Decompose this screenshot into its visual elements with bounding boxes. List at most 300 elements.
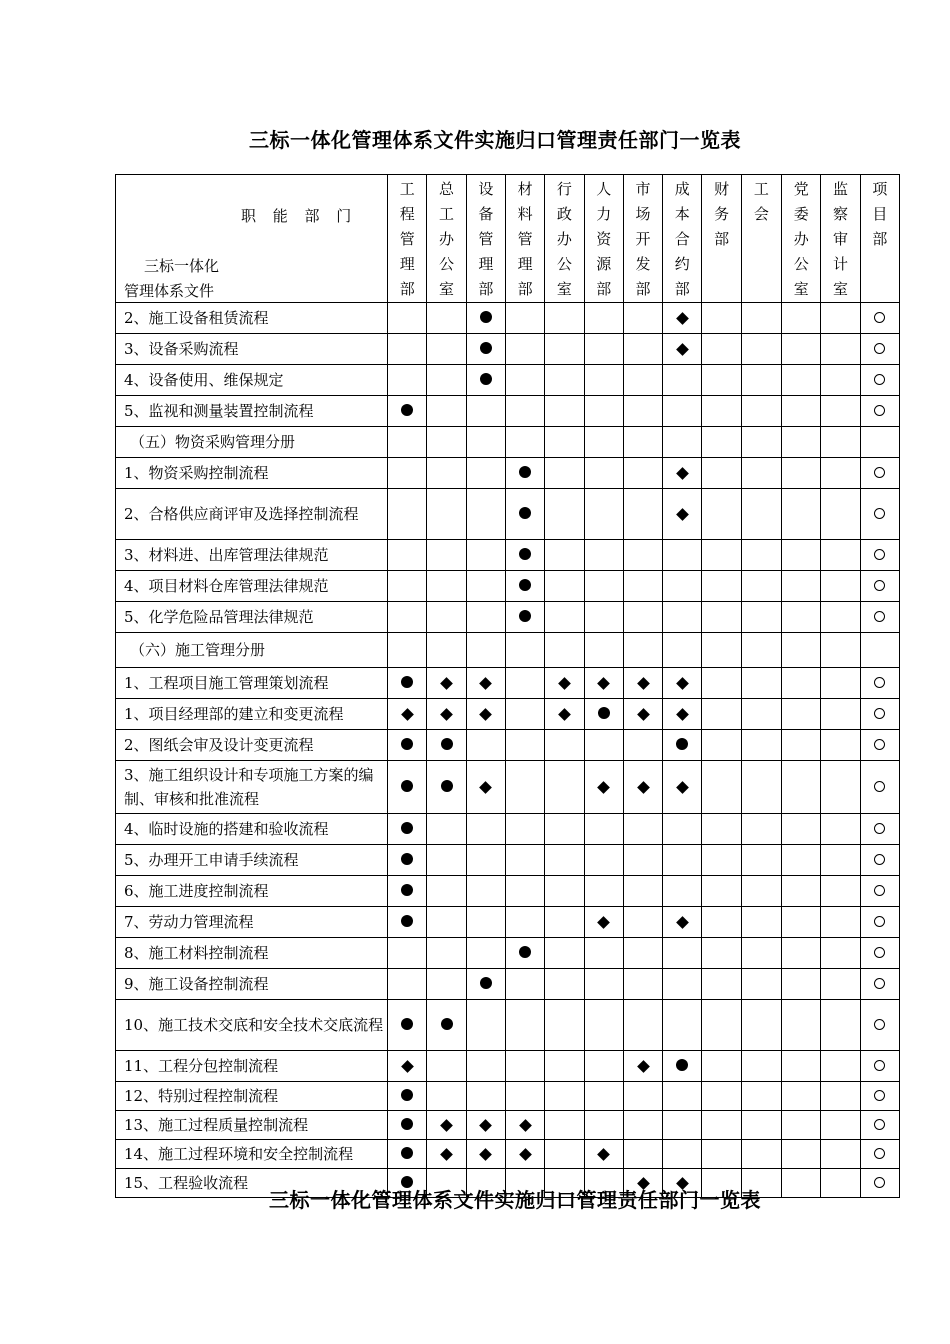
table-row	[116, 1051, 900, 1082]
matrix-cell	[860, 633, 899, 668]
table-row	[116, 571, 900, 602]
matrix-cell	[388, 602, 427, 633]
matrix-cell	[466, 1082, 505, 1111]
matrix-cell	[505, 969, 544, 1000]
matrix-cell	[505, 1000, 544, 1051]
document-title: 三标一体化管理体系文件实施归口管理责任部门一览表	[249, 128, 741, 152]
matrix-cell	[505, 458, 544, 489]
matrix-cell	[388, 633, 427, 668]
matrix-cell	[623, 1000, 662, 1051]
matrix-cell	[427, 761, 466, 814]
execution-mark	[874, 823, 885, 834]
matrix-cell	[427, 668, 466, 699]
matrix-cell	[584, 730, 623, 761]
department-header-char: 部	[399, 280, 415, 298]
matrix-cell	[821, 1000, 860, 1051]
matrix-cell	[782, 540, 821, 571]
matrix-cell	[584, 602, 623, 633]
corner-docs-label-line2: 管理体系文件	[124, 281, 215, 300]
execution-mark	[874, 1148, 885, 1159]
matrix-cell	[663, 814, 702, 845]
primary-responsibility-mark	[401, 915, 413, 927]
matrix-cell	[545, 1000, 584, 1051]
matrix-cell	[702, 907, 741, 938]
matrix-cell	[545, 489, 584, 540]
matrix-cell	[545, 303, 584, 334]
matrix-cell	[741, 1140, 781, 1169]
matrix-cell	[663, 969, 702, 1000]
matrix-cell	[388, 1051, 427, 1082]
execution-mark	[874, 467, 885, 478]
matrix-cell	[545, 1082, 584, 1111]
matrix-cell	[702, 668, 741, 699]
department-header-8	[702, 175, 741, 303]
matrix-cell	[702, 571, 741, 602]
matrix-cell	[388, 303, 427, 334]
document-name: 8、施工材料控制流程	[116, 938, 388, 969]
matrix-cell	[584, 1000, 623, 1051]
matrix-cell	[821, 1051, 860, 1082]
related-responsibility-mark	[479, 1148, 492, 1161]
matrix-cell	[860, 761, 899, 814]
matrix-cell	[623, 427, 662, 458]
matrix-cell	[388, 668, 427, 699]
matrix-cell	[545, 1111, 584, 1140]
execution-mark	[874, 374, 885, 385]
department-header-char: 工	[753, 180, 769, 198]
department-header-char: 公	[556, 255, 572, 273]
matrix-cell	[545, 1140, 584, 1169]
matrix-cell	[388, 489, 427, 540]
department-header-char: 部	[714, 230, 730, 248]
document-name: 9、施工设备控制流程	[116, 969, 388, 1000]
department-header-char: 部	[596, 280, 612, 298]
matrix-cell	[782, 303, 821, 334]
matrix-cell	[505, 814, 544, 845]
department-header-char: 室	[439, 280, 455, 298]
matrix-cell	[623, 602, 662, 633]
matrix-cell	[821, 699, 860, 730]
matrix-cell	[782, 814, 821, 845]
matrix-cell	[584, 334, 623, 365]
matrix-cell	[584, 303, 623, 334]
matrix-cell	[545, 761, 584, 814]
document-name: 7、劳动力管理流程	[116, 907, 388, 938]
matrix-cell	[466, 489, 505, 540]
matrix-cell	[388, 427, 427, 458]
execution-mark	[874, 1060, 885, 1071]
matrix-cell	[466, 761, 505, 814]
department-header-char: 资	[596, 230, 612, 248]
matrix-cell	[702, 427, 741, 458]
primary-responsibility-mark	[401, 853, 413, 865]
document-name: 12、特别过程控制流程	[116, 1082, 388, 1111]
matrix-cell	[860, 668, 899, 699]
department-header-char: 理	[399, 255, 415, 273]
matrix-cell	[466, 1051, 505, 1082]
matrix-cell	[860, 1000, 899, 1051]
table-row	[116, 969, 900, 1000]
matrix-cell	[741, 334, 781, 365]
matrix-cell	[584, 845, 623, 876]
matrix-cell	[584, 668, 623, 699]
matrix-cell	[821, 303, 860, 334]
matrix-cell	[505, 845, 544, 876]
matrix-cell	[466, 396, 505, 427]
department-header-char: 部	[872, 230, 888, 248]
table-row	[116, 699, 900, 730]
matrix-cell	[741, 938, 781, 969]
matrix-cell	[623, 365, 662, 396]
header-row	[116, 175, 900, 303]
matrix-cell	[427, 814, 466, 845]
department-header-char: 政	[556, 205, 572, 223]
document-name: 3、设备采购流程	[116, 334, 388, 365]
department-header-char: 程	[399, 205, 415, 223]
matrix-cell	[782, 458, 821, 489]
primary-responsibility-mark	[401, 676, 413, 688]
matrix-cell	[623, 668, 662, 699]
matrix-cell	[860, 489, 899, 540]
matrix-cell	[427, 571, 466, 602]
matrix-cell	[860, 571, 899, 602]
document-name: 5、办理开工申请手续流程	[116, 845, 388, 876]
matrix-cell	[860, 334, 899, 365]
related-responsibility-mark	[479, 708, 492, 721]
matrix-cell	[782, 699, 821, 730]
matrix-cell	[545, 458, 584, 489]
matrix-cell	[782, 571, 821, 602]
matrix-cell	[505, 571, 544, 602]
matrix-cell	[584, 761, 623, 814]
department-header-char: 约	[674, 255, 690, 273]
matrix-cell	[782, 633, 821, 668]
matrix-cell	[702, 396, 741, 427]
table-row	[116, 668, 900, 699]
matrix-cell	[623, 876, 662, 907]
related-responsibility-mark	[637, 708, 650, 721]
document-name: 3、材料进、出库管理法律规范	[116, 540, 388, 571]
document-name: 3、施工组织设计和专项施工方案的编制、审核和批准流程	[116, 761, 388, 814]
department-header-char: 合	[674, 230, 690, 248]
table-row	[116, 730, 900, 761]
matrix-cell	[545, 699, 584, 730]
department-header-3	[505, 175, 544, 303]
matrix-cell	[702, 814, 741, 845]
matrix-cell	[741, 907, 781, 938]
department-header-char: 计	[832, 255, 848, 273]
matrix-cell	[663, 540, 702, 571]
matrix-cell	[860, 814, 899, 845]
matrix-cell	[860, 845, 899, 876]
matrix-cell	[623, 1082, 662, 1111]
department-header-4	[545, 175, 584, 303]
matrix-cell	[584, 1051, 623, 1082]
matrix-cell	[427, 633, 466, 668]
matrix-cell	[821, 458, 860, 489]
matrix-cell	[782, 1111, 821, 1140]
matrix-cell	[505, 907, 544, 938]
department-header-12	[860, 175, 899, 303]
department-header-char: 设	[478, 180, 494, 198]
matrix-cell	[466, 1140, 505, 1169]
document-name: 5、监视和测量装置控制流程	[116, 396, 388, 427]
table-row	[116, 761, 900, 814]
matrix-cell	[663, 1000, 702, 1051]
table-row	[116, 1111, 900, 1140]
matrix-cell	[860, 602, 899, 633]
matrix-cell	[427, 699, 466, 730]
department-header-char: 市	[635, 180, 651, 198]
related-responsibility-mark	[440, 1119, 453, 1132]
matrix-cell	[782, 907, 821, 938]
matrix-cell	[545, 365, 584, 396]
matrix-cell	[584, 489, 623, 540]
department-header-char: 工	[439, 205, 455, 223]
related-responsibility-mark	[637, 781, 650, 794]
matrix-cell	[782, 876, 821, 907]
primary-responsibility-mark	[401, 738, 413, 750]
department-header-char: 人	[596, 180, 612, 198]
matrix-cell	[427, 303, 466, 334]
matrix-cell	[427, 427, 466, 458]
matrix-cell	[623, 907, 662, 938]
corner-docs-label-line1: 三标一体化	[144, 256, 220, 275]
department-header-char: 目	[872, 205, 888, 223]
table-row	[116, 845, 900, 876]
execution-mark	[874, 1019, 885, 1030]
matrix-cell	[466, 907, 505, 938]
table-row	[116, 334, 900, 365]
document-name: 5、化学危险品管理法律规范	[116, 602, 388, 633]
matrix-cell	[821, 396, 860, 427]
matrix-cell	[466, 633, 505, 668]
section-row	[116, 633, 900, 668]
matrix-cell	[545, 602, 584, 633]
execution-mark	[874, 916, 885, 927]
corner-header	[116, 175, 388, 303]
table-row	[116, 876, 900, 907]
document-name: 6、施工进度控制流程	[116, 876, 388, 907]
related-responsibility-mark	[676, 916, 689, 929]
department-header-char: 会	[753, 205, 769, 223]
matrix-cell	[388, 458, 427, 489]
matrix-cell	[545, 1051, 584, 1082]
matrix-cell	[623, 814, 662, 845]
matrix-cell	[584, 1111, 623, 1140]
related-responsibility-mark	[440, 708, 453, 721]
matrix-cell	[741, 1000, 781, 1051]
document-name: 15、工程验收流程	[116, 1169, 388, 1198]
department-header-char: 管	[478, 230, 494, 248]
matrix-cell	[782, 761, 821, 814]
related-responsibility-mark	[676, 781, 689, 794]
matrix-cell	[584, 814, 623, 845]
matrix-cell	[427, 1051, 466, 1082]
matrix-cell	[466, 365, 505, 396]
matrix-cell	[860, 540, 899, 571]
matrix-cell	[821, 907, 860, 938]
matrix-cell	[782, 334, 821, 365]
matrix-cell	[821, 633, 860, 668]
matrix-cell	[545, 907, 584, 938]
matrix-cell	[860, 1111, 899, 1140]
matrix-cell	[741, 365, 781, 396]
matrix-cell	[663, 938, 702, 969]
matrix-cell	[663, 1111, 702, 1140]
department-header-char: 办	[439, 230, 455, 248]
matrix-cell	[860, 396, 899, 427]
related-responsibility-mark	[519, 1148, 532, 1161]
matrix-cell	[466, 334, 505, 365]
matrix-cell	[821, 845, 860, 876]
matrix-cell	[466, 876, 505, 907]
matrix-cell	[584, 427, 623, 458]
related-responsibility-mark	[597, 1148, 610, 1161]
primary-responsibility-mark	[401, 1118, 413, 1130]
primary-responsibility-mark	[401, 404, 413, 416]
matrix-cell	[782, 938, 821, 969]
responsibility-matrix	[115, 174, 900, 1198]
matrix-cell	[860, 699, 899, 730]
matrix-cell	[821, 1082, 860, 1111]
matrix-cell	[505, 730, 544, 761]
matrix-cell	[623, 540, 662, 571]
primary-responsibility-mark	[676, 738, 688, 750]
related-responsibility-mark	[401, 708, 414, 721]
execution-mark	[874, 781, 885, 792]
primary-responsibility-mark	[519, 548, 531, 560]
matrix-cell	[663, 334, 702, 365]
primary-responsibility-mark	[676, 1059, 688, 1071]
related-responsibility-mark	[558, 708, 571, 721]
matrix-cell	[545, 540, 584, 571]
matrix-cell	[702, 1140, 741, 1169]
matrix-cell	[702, 303, 741, 334]
matrix-cell	[505, 489, 544, 540]
department-header-char: 工	[399, 180, 415, 198]
table-row	[116, 938, 900, 969]
matrix-cell	[623, 303, 662, 334]
matrix-cell	[702, 1000, 741, 1051]
matrix-cell	[623, 938, 662, 969]
document-name: 1、项目经理部的建立和变更流程	[116, 699, 388, 730]
related-responsibility-mark	[637, 677, 650, 690]
primary-responsibility-mark	[401, 884, 413, 896]
matrix-cell	[821, 540, 860, 571]
execution-mark	[874, 611, 885, 622]
matrix-cell	[702, 730, 741, 761]
matrix-cell	[623, 1140, 662, 1169]
matrix-cell	[505, 427, 544, 458]
document-name: 14、施工过程环境和安全控制流程	[116, 1140, 388, 1169]
table-row	[116, 907, 900, 938]
primary-responsibility-mark	[480, 977, 492, 989]
footer-title: 三标一体化管理体系文件实施归口管理责任部门一览表	[269, 1188, 761, 1212]
department-header-char: 管	[399, 230, 415, 248]
matrix-cell	[741, 303, 781, 334]
matrix-cell	[663, 602, 702, 633]
matrix-cell	[584, 1082, 623, 1111]
document-name: 11、工程分包控制流程	[116, 1051, 388, 1082]
matrix-cell	[741, 1051, 781, 1082]
matrix-cell	[584, 876, 623, 907]
matrix-cell	[860, 1051, 899, 1082]
matrix-cell	[427, 1082, 466, 1111]
primary-responsibility-mark	[519, 507, 531, 519]
matrix-cell	[663, 1140, 702, 1169]
matrix-cell	[466, 845, 505, 876]
matrix-cell	[427, 365, 466, 396]
section-title: （五）物资采购管理分册	[116, 427, 388, 458]
execution-mark	[874, 312, 885, 323]
matrix-cell	[782, 489, 821, 540]
department-header-char: 理	[517, 255, 533, 273]
matrix-cell	[782, 1000, 821, 1051]
matrix-cell	[663, 365, 702, 396]
department-header-0	[388, 175, 427, 303]
department-header-11	[821, 175, 860, 303]
matrix-cell	[545, 845, 584, 876]
matrix-cell	[388, 969, 427, 1000]
department-header-char: 室	[556, 280, 572, 298]
matrix-cell	[741, 814, 781, 845]
table-row	[116, 396, 900, 427]
matrix-cell	[388, 1140, 427, 1169]
matrix-cell	[427, 396, 466, 427]
matrix-cell	[663, 761, 702, 814]
matrix-cell	[782, 396, 821, 427]
related-responsibility-mark	[676, 508, 689, 521]
matrix-cell	[505, 938, 544, 969]
matrix-cell	[505, 668, 544, 699]
related-responsibility-mark	[479, 781, 492, 794]
matrix-cell	[545, 396, 584, 427]
department-header-char: 场	[635, 205, 651, 223]
matrix-cell	[782, 1082, 821, 1111]
matrix-cell	[663, 458, 702, 489]
matrix-cell	[821, 334, 860, 365]
department-header-char: 公	[793, 255, 809, 273]
department-header-char: 部	[517, 280, 533, 298]
department-header-char: 监	[832, 180, 848, 198]
department-header-char: 发	[635, 255, 651, 273]
department-header-6	[623, 175, 662, 303]
document-name: 2、施工设备租赁流程	[116, 303, 388, 334]
matrix-cell	[505, 602, 544, 633]
matrix-cell	[388, 334, 427, 365]
matrix-cell	[860, 938, 899, 969]
table-row	[116, 365, 900, 396]
matrix-cell	[623, 1111, 662, 1140]
matrix-cell	[545, 334, 584, 365]
related-responsibility-mark	[519, 1119, 532, 1132]
matrix-cell	[545, 730, 584, 761]
matrix-cell	[427, 334, 466, 365]
matrix-cell	[466, 699, 505, 730]
matrix-cell	[702, 602, 741, 633]
department-header-char: 本	[674, 205, 690, 223]
document-name: 4、项目材料仓库管理法律规范	[116, 571, 388, 602]
matrix-cell	[623, 1051, 662, 1082]
table-row	[116, 814, 900, 845]
matrix-cell	[388, 1000, 427, 1051]
department-header-char: 源	[596, 255, 612, 273]
matrix-cell	[663, 303, 702, 334]
matrix-cell	[466, 938, 505, 969]
document-name: 4、设备使用、维保规定	[116, 365, 388, 396]
table-row	[116, 1082, 900, 1111]
